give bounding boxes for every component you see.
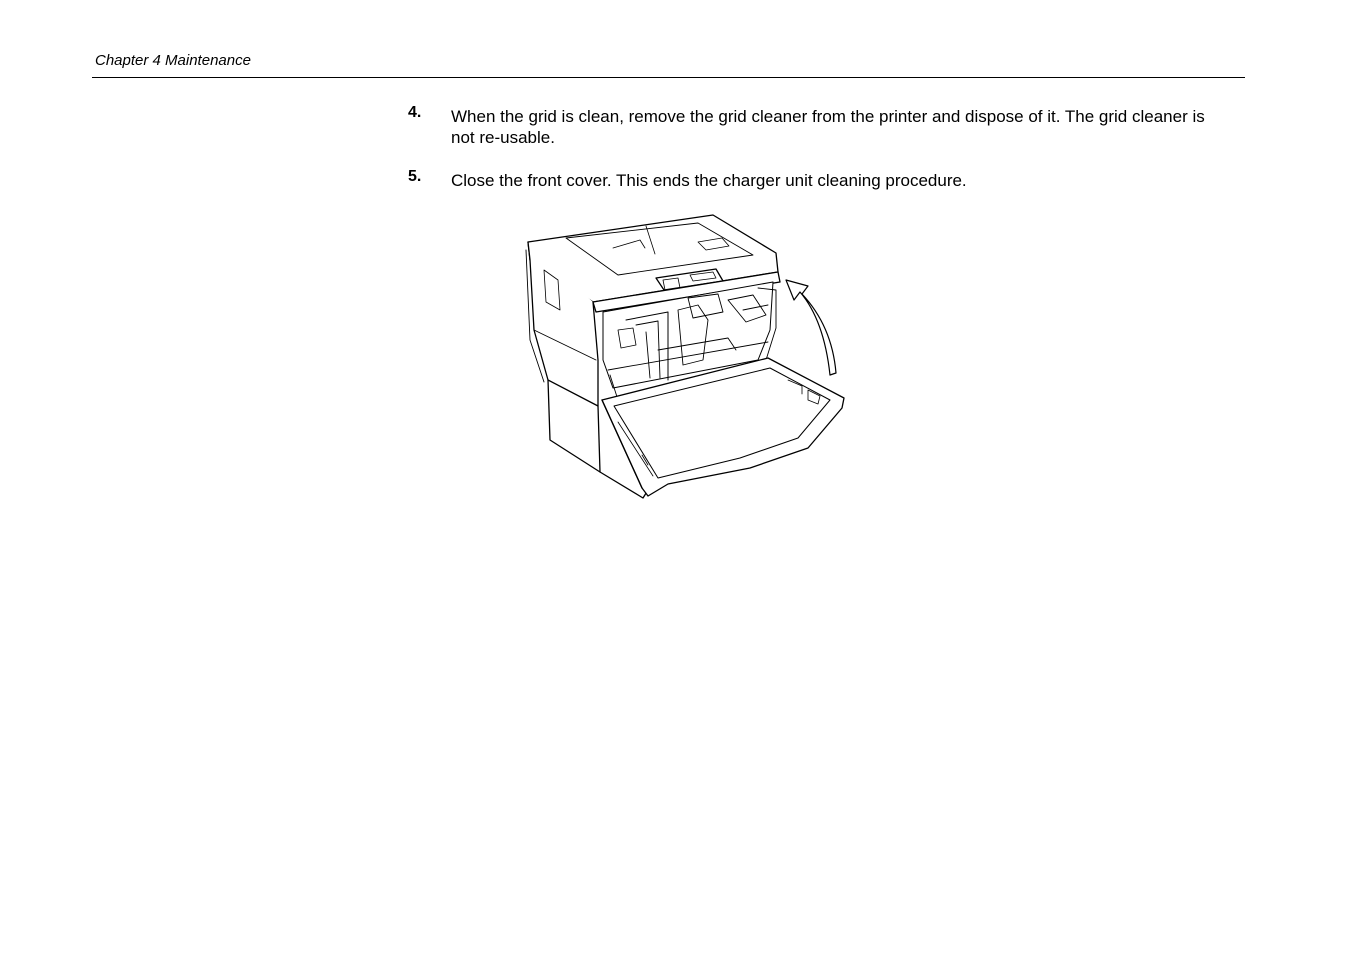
step-number: 5. [408,168,422,185]
printer-front-cover-closing-icon [518,210,858,505]
step-number: 4. [408,104,422,121]
step-text: Close the front cover. This ends the charger unit cleaning procedure. [451,171,967,190]
chapter-header: Chapter 4 Maintenance [95,52,251,69]
header-divider [92,77,1245,78]
step-text: When the grid is clean, remove the grid cleaner from the printer and dispose of it. The grid cleaner is not re-usable. [451,107,1205,147]
